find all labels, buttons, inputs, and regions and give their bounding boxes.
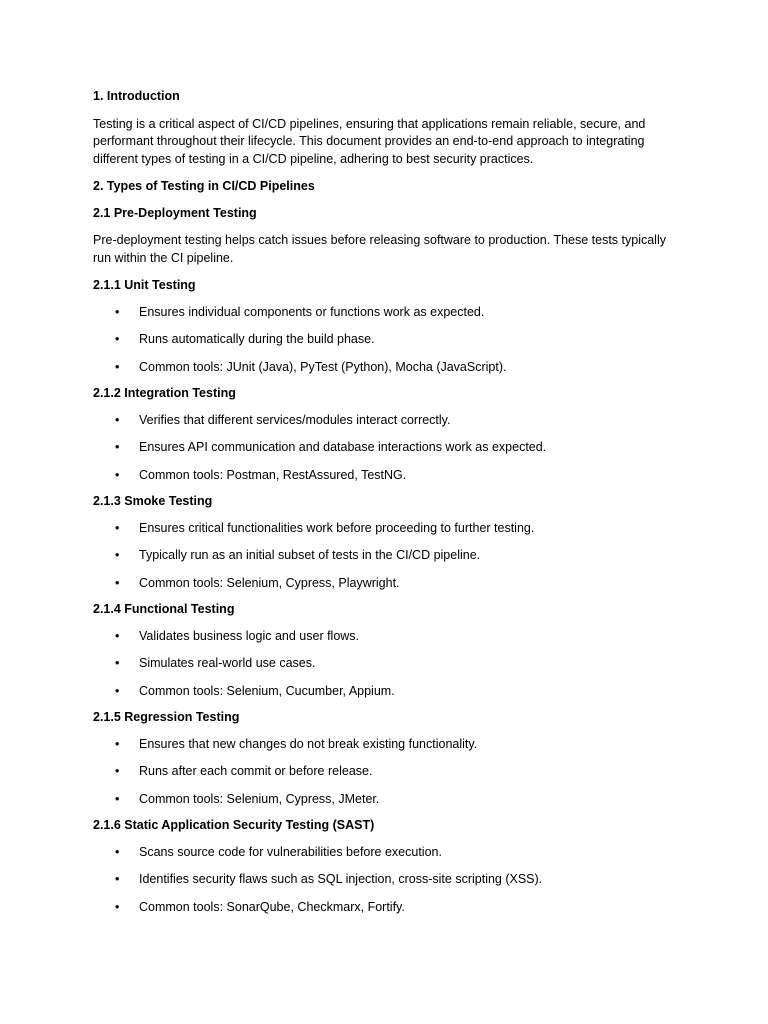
- list-item-text: Validates business logic and user flows.: [139, 628, 360, 643]
- list-item: [93, 628, 672, 646]
- list-item-text: Common tools: Selenium, Cypress, Playwright.: [139, 575, 400, 590]
- intro-heading: 1. Introduction: [93, 89, 180, 103]
- bullet-icon: •: [115, 575, 120, 590]
- list-item-text: Verifies that different services/modules interact correctly.: [139, 412, 451, 427]
- bullet-icon: •: [115, 440, 120, 454]
- bullet-icon: •: [115, 412, 120, 427]
- list-item: [93, 467, 672, 485]
- section-heading-regression-testing: 2.1.5 Regression Testing: [93, 710, 240, 724]
- list-item: [93, 547, 672, 565]
- pre-deployment-heading: 2.1 Pre-Deployment Testing: [93, 205, 257, 220]
- bullet-icon: •: [115, 304, 120, 319]
- bullet-icon: •: [115, 736, 120, 751]
- list-item: [93, 763, 672, 781]
- list-item-text: Simulates real-world use cases.: [139, 656, 316, 670]
- list-item: [93, 575, 672, 593]
- bullet-icon: •: [115, 899, 120, 914]
- bullet-icon: •: [115, 791, 120, 806]
- list-item-text: Identifies security flaws such as SQL injection, cross-site scripting (XSS).: [139, 872, 543, 886]
- bullet-list-functional-testing: [93, 628, 672, 701]
- list-item-text: Ensures individual components or functions work as expected.: [139, 304, 485, 319]
- bullet-icon: •: [115, 548, 120, 562]
- list-item-text: Common tools: Selenium, Cypress, JMeter.: [139, 791, 380, 806]
- list-item-text: Typically run as an initial subset of tests in the CI/CD pipeline.: [139, 548, 481, 562]
- list-item-text: Common tools: SonarQube, Checkmarx, Fortify.: [139, 899, 405, 914]
- list-item-text: Ensures API communication and database interactions work as expected.: [139, 440, 547, 454]
- bullet-icon: •: [115, 520, 120, 535]
- bullet-list-integration-testing: [93, 412, 672, 485]
- list-item: [93, 871, 672, 889]
- list-item: [93, 899, 672, 917]
- list-item-text: Common tools: Postman, RestAssured, TestNG.: [139, 467, 407, 482]
- bullet-icon: •: [115, 359, 120, 374]
- list-item: [93, 359, 672, 377]
- list-item-text: Scans source code for vulnerabilities before execution.: [139, 844, 442, 859]
- section-heading-functional-testing: 2.1.4 Functional Testing: [93, 602, 235, 616]
- list-item: [93, 439, 672, 457]
- list-item: [93, 331, 672, 349]
- bullet-icon: •: [115, 467, 120, 482]
- bullet-list-unit-testing: [93, 304, 672, 377]
- bullet-list-regression-testing: [93, 736, 672, 809]
- list-item: [93, 791, 672, 809]
- bullet-icon: •: [115, 683, 120, 698]
- section-heading-unit-testing: 2.1.1 Unit Testing: [93, 278, 196, 292]
- pre-deployment-paragraph: Pre-deployment testing helps catch issues before releasing software to production. These tests typically run within the CI pipeline.: [93, 233, 666, 265]
- list-item: [93, 520, 672, 538]
- bullet-icon: •: [115, 872, 120, 886]
- list-item-text: Runs automatically during the build phase.: [139, 332, 375, 346]
- list-item-text: Ensures critical functionalities work before proceeding to further testing.: [139, 520, 535, 535]
- intro-paragraph: Testing is a critical aspect of CI/CD pipelines, ensuring that applications remain reliable, secure, and performant throughout their lifecycle. This document provides an end-to-end approach to integrating different types of testing in a CI/CD pipeline, adhering to best security practices.: [93, 116, 646, 166]
- bullet-icon: •: [115, 656, 120, 670]
- list-item: [93, 304, 672, 322]
- list-item: [93, 655, 672, 673]
- list-item: [93, 844, 672, 862]
- section-heading-smoke-testing: 2.1.3 Smoke Testing: [93, 494, 213, 508]
- list-item: [93, 683, 672, 701]
- bullet-icon: •: [115, 844, 120, 859]
- list-item-text: Common tools: Selenium, Cucumber, Appium.: [139, 683, 395, 698]
- list-item: [93, 736, 672, 754]
- types-heading: 2. Types of Testing in CI/CD Pipelines: [93, 179, 315, 193]
- bullet-icon: •: [115, 764, 120, 778]
- list-item: [93, 412, 672, 430]
- list-item-text: Ensures that new changes do not break existing functionality.: [139, 736, 478, 751]
- bullet-list-smoke-testing: [93, 520, 672, 593]
- section-heading-sast: 2.1.6 Static Application Security Testing (SAST): [93, 818, 375, 832]
- bullet-list-sast: [93, 844, 672, 917]
- list-item-text: Common tools: JUnit (Java), PyTest (Python), Mocha (JavaScript).: [139, 359, 507, 374]
- bullet-icon: •: [115, 332, 120, 346]
- list-item-text: Runs after each commit or before release.: [139, 764, 373, 778]
- section-heading-integration-testing: 2.1.2 Integration Testing: [93, 386, 236, 400]
- bullet-icon: •: [115, 628, 120, 643]
